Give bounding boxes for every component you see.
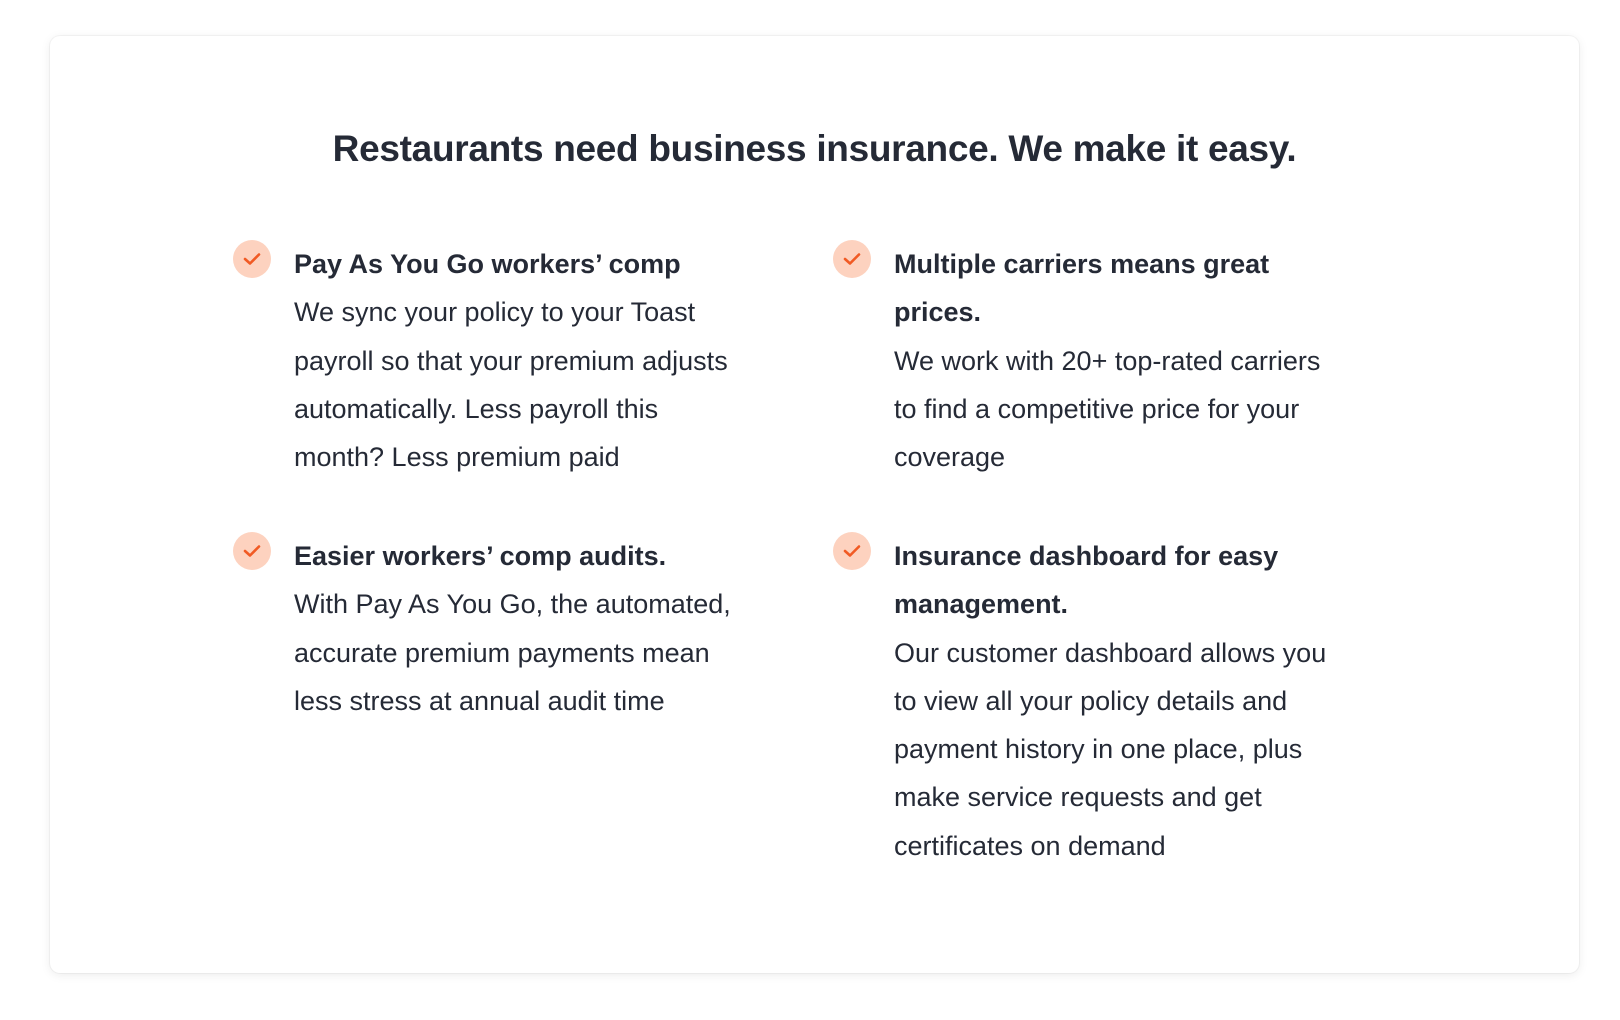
feature-title: Multiple carriers means great prices.	[894, 249, 1270, 328]
feature-description: We work with 20+ top-rated carriers to find a competitive price for your coverage	[894, 345, 1321, 473]
feature-description: We sync your policy to your Toast payroll so that your premium adjusts automatically. Less payroll this month? Less premium paid	[294, 297, 728, 473]
feature-title: Easier workers’ comp audits.	[294, 541, 667, 571]
checkmark-icon	[233, 532, 271, 570]
feature-description: Our customer dashboard allows you to view all your policy details and payment history in one place, plus make service requests and get certificates on demand	[894, 637, 1327, 861]
feature-text	[294, 240, 749, 481]
section-heading: Restaurants need business insurance. We make it easy.	[332, 128, 1297, 169]
checkmark-icon	[233, 240, 271, 278]
checkmark-icon	[833, 532, 871, 570]
insurance-benefits-card	[50, 36, 1579, 973]
checkmark-icon	[833, 240, 871, 278]
feature-title: Pay As You Go workers’ comp	[294, 249, 681, 279]
feature-text	[894, 240, 1349, 481]
feature-description: With Pay As You Go, the automated, accurate premium payments mean less stress at annual audit time	[294, 589, 731, 716]
feature-text	[294, 532, 749, 725]
feature-text	[894, 532, 1349, 870]
feature-title: Insurance dashboard for easy management.	[894, 541, 1279, 620]
